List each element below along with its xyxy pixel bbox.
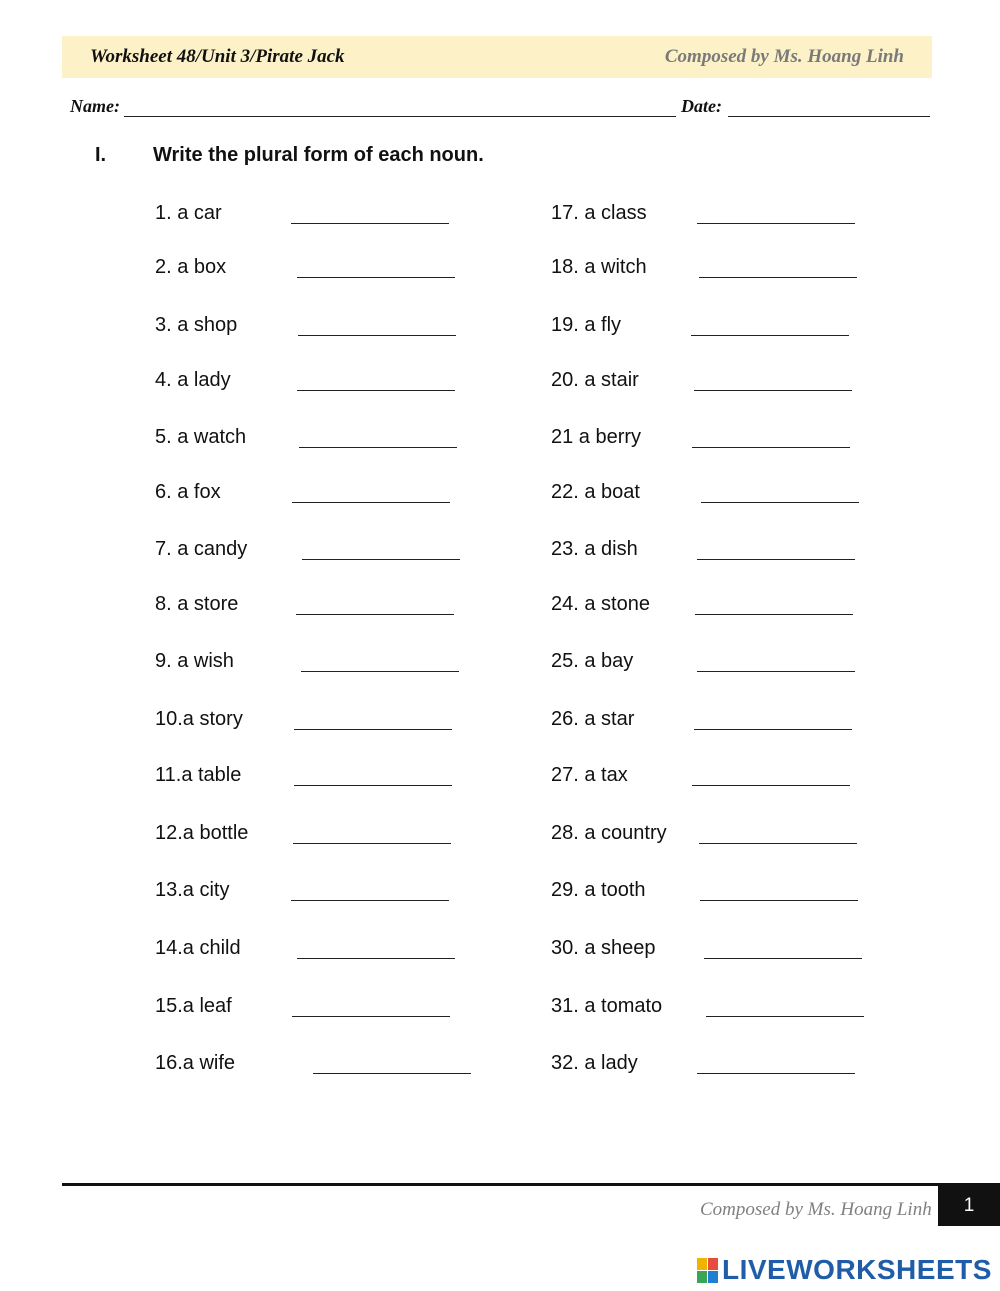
left-answer-blank[interactable] <box>301 671 459 672</box>
left-noun-item: 6. a fox <box>155 481 221 503</box>
brand-text: LIVEWORKSHEETS <box>722 1254 992 1285</box>
footer-composer: Composed by Ms. Hoang Linh <box>700 1199 932 1220</box>
right-answer-blank[interactable] <box>692 785 850 786</box>
right-noun-item: 18. a witch <box>551 256 647 278</box>
right-answer-blank[interactable] <box>694 390 852 391</box>
left-answer-blank[interactable] <box>298 335 456 336</box>
right-noun-item: 27. a tax <box>551 764 628 786</box>
right-noun-item: 29. a tooth <box>551 879 646 901</box>
left-noun-item: 2. a box <box>155 256 227 278</box>
right-answer-blank[interactable] <box>704 958 862 959</box>
logo-tile <box>708 1271 718 1283</box>
footer-rule <box>62 1183 1000 1186</box>
right-answer-blank[interactable] <box>692 447 850 448</box>
left-noun-item: 14.a child <box>155 937 241 959</box>
left-noun-item: 1. a car <box>155 202 222 224</box>
date-label: Date: <box>681 96 722 116</box>
right-answer-blank[interactable] <box>697 1073 855 1074</box>
left-noun-item: 10.a story <box>155 708 243 730</box>
right-noun-item: 23. a dish <box>551 538 638 560</box>
left-noun-item: 13.a city <box>155 879 230 901</box>
left-answer-blank[interactable] <box>294 785 452 786</box>
liveworksheets-logo-icon <box>697 1258 718 1283</box>
name-label: Name: <box>70 96 120 116</box>
left-noun-item: 5. a watch <box>155 426 247 448</box>
header-composer: Composed by Ms. Hoang Linh <box>664 46 904 67</box>
left-answer-blank[interactable] <box>297 958 455 959</box>
right-answer-blank[interactable] <box>691 335 849 336</box>
right-noun-item: 21 a berry <box>551 426 642 448</box>
left-answer-blank[interactable] <box>297 277 455 278</box>
right-answer-blank[interactable] <box>706 1016 864 1017</box>
right-noun-item: 30. a sheep <box>551 937 656 959</box>
section-instruction: Write the plural form of each noun. <box>153 144 484 166</box>
liveworksheets-brand <box>697 1252 992 1288</box>
right-answer-blank[interactable] <box>695 614 853 615</box>
left-noun-item: 8. a store <box>155 593 239 615</box>
left-noun-item: 15.a leaf <box>155 995 232 1017</box>
right-noun-item: 17. a class <box>551 202 647 224</box>
right-answer-blank[interactable] <box>697 559 855 560</box>
right-answer-blank[interactable] <box>699 843 857 844</box>
right-noun-item: 31. a tomato <box>551 995 663 1017</box>
left-noun-item: 9. a wish <box>155 650 234 672</box>
left-answer-blank[interactable] <box>313 1073 471 1074</box>
logo-tile <box>697 1271 707 1283</box>
name-field[interactable] <box>124 116 676 117</box>
left-answer-blank[interactable] <box>297 390 455 391</box>
left-answer-blank[interactable] <box>291 900 449 901</box>
right-noun-item: 20. a stair <box>551 369 639 391</box>
right-answer-blank[interactable] <box>694 729 852 730</box>
left-answer-blank[interactable] <box>292 502 450 503</box>
left-answer-blank[interactable] <box>293 843 451 844</box>
right-answer-blank[interactable] <box>697 223 855 224</box>
left-noun-item: 11.a table <box>155 764 242 786</box>
right-noun-item: 26. a star <box>551 708 635 730</box>
left-answer-blank[interactable] <box>296 614 454 615</box>
right-noun-item: 24. a stone <box>551 593 650 615</box>
worksheet-header <box>62 36 932 78</box>
worksheet-title: Worksheet 48/Unit 3/Pirate Jack <box>90 46 345 67</box>
date-field[interactable] <box>728 116 930 117</box>
right-answer-blank[interactable] <box>699 277 857 278</box>
section-number: I. <box>95 144 107 166</box>
left-answer-blank[interactable] <box>292 1016 450 1017</box>
left-noun-item: 12.a bottle <box>155 822 249 844</box>
right-answer-blank[interactable] <box>701 502 859 503</box>
right-answer-blank[interactable] <box>697 671 855 672</box>
left-noun-item: 3. a shop <box>155 314 238 336</box>
right-answer-blank[interactable] <box>700 900 858 901</box>
logo-tile <box>697 1258 707 1270</box>
left-answer-blank[interactable] <box>302 559 460 560</box>
logo-tile <box>708 1258 718 1270</box>
name-date-row <box>70 96 932 122</box>
right-noun-item: 22. a boat <box>551 481 640 503</box>
left-noun-item: 16.a wife <box>155 1052 236 1074</box>
right-noun-item: 32. a lady <box>551 1052 638 1074</box>
left-answer-blank[interactable] <box>299 447 457 448</box>
left-answer-blank[interactable] <box>291 223 449 224</box>
right-noun-item: 19. a fly <box>551 314 622 336</box>
left-answer-blank[interactable] <box>294 729 452 730</box>
right-noun-item: 28. a country <box>551 822 667 844</box>
left-noun-item: 7. a candy <box>155 538 248 560</box>
left-noun-item: 4. a lady <box>155 369 231 391</box>
page-number: 1 <box>938 1186 1000 1226</box>
right-noun-item: 25. a bay <box>551 650 634 672</box>
